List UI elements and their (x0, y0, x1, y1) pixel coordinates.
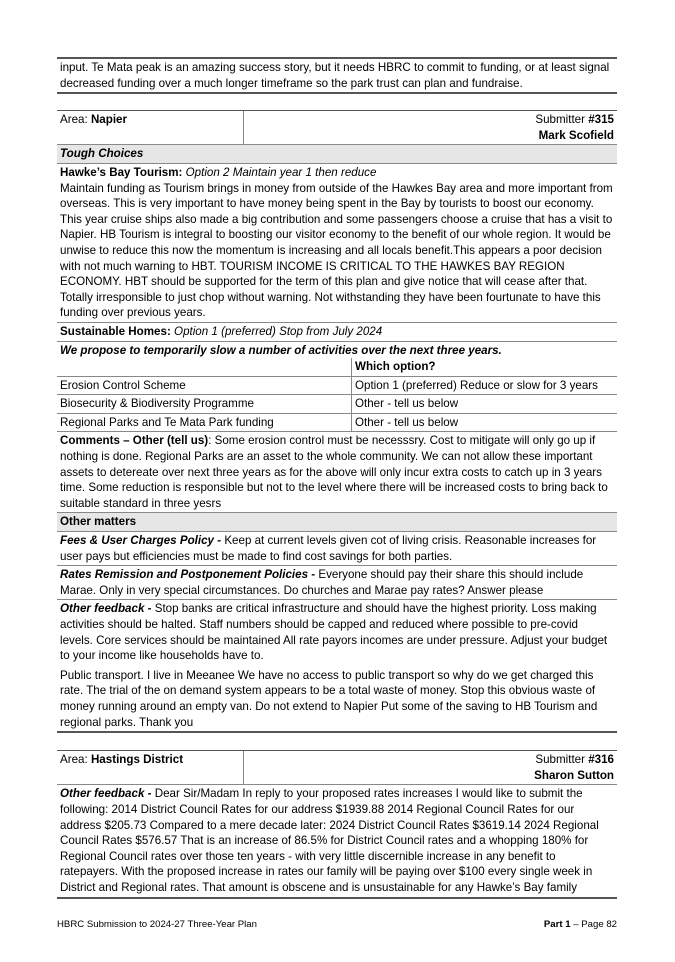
area-cell: Area: Hastings District (57, 751, 244, 784)
feedback-block (57, 785, 617, 896)
activity-name: Biosecurity & Biodiversity Programme (57, 395, 352, 413)
submission-316 (57, 750, 617, 898)
comments-text: : Some erosion control must be necesssry. Cost to mitigate will only go up if nothing is done. Regional Parks are an asset to the whole community. We can not allow these important assets to detereate over next three years as for the above will only incur extra costs to catch up in 3 years time. Some reduction is responsible but not to the level where there will be increased costs to bring back to suitable standard in three yesrs (60, 434, 608, 510)
homes-label: Sustainable Homes: (60, 324, 171, 338)
submitter-cell: Submitter #316 Sharon Sutton (244, 751, 617, 784)
activity-name: Regional Parks and Te Mata Park funding (57, 414, 352, 432)
footer-title: HBRC Submission to 2024-27 Three-Year Plan (57, 919, 257, 930)
feedback-text: Dear Sir/Madam In reply to your proposed rates increases I would like to submit the following: 2014 District Council Rates for our address $1939.88 2014 Regional Council Rates for our address $205.73 Compared to a mere decade later: 2024 District Council Rates $3619.14 2024 Regional Council Rates $576.57 That is an increase of 86.5% for District Council rates and a whopping 180% for Regional Council rates over those ten years - with very little discernible increase in any benefit to ratepayers. With the proposed increase in rates our family will be paying over $100 every single week in District and Regional rates. That amount is obscene and is unsustainable for any Hawke’s Bay family (60, 787, 599, 894)
feedback-text: Stop banks are critical infrastructure and should have the highest priority. Loss making activities should be halted. Staff numbers should be capped and reduced where possible to pre-covid levels. Core services should be maintained All rate payors incomes are under pressure. Adjust your budget to your income like households have to. (60, 602, 608, 663)
footer-page: Part 1 – Page 82 (543, 919, 617, 930)
area-value: Hastings District (90, 753, 184, 767)
fees-text: Keep at current levels given cot of living crisis. Reasonable increases for user pays but efficiencies must be made to find cost savings for both parties. (60, 534, 597, 563)
rates-label: Rates Remission and Postponement Policies - (60, 568, 316, 582)
slow-heading-block (57, 341, 617, 359)
tough-choices-heading: Tough Choices (57, 145, 617, 163)
fees-block (57, 531, 617, 565)
activity-row (57, 394, 617, 413)
comments-block (57, 431, 617, 512)
intro-paragraph: input. Te Mata peak is an amazing success story, but it needs HBRC to commit to funding, or at least signal decreased funding over a much longer timeframe so the park trust can plan and fundraise. (60, 61, 610, 90)
activity-option: Other - tell us below (355, 397, 459, 411)
activity-row (57, 376, 617, 395)
fees-label: Fees & User Charges Policy - (60, 534, 222, 548)
bottom-rule (57, 897, 617, 899)
activities-header-row (57, 358, 617, 376)
submitter-cell: Submitter #315 Mark Scofield (244, 111, 617, 144)
area-value: Napier (90, 113, 128, 127)
document-page (57, 57, 617, 899)
tourism-comment: Maintain funding as Tourism brings in money from outside of the Hawkes Bay area and more important from overseas. This is very important to have money being spent in the Bay by tourists to boost our economy. This year cruise ships also made a big contribution and some passengers choose a cruise that has a visit to Napier. HB Tourism is integral to boosting our visitor economy to the benefit of our whole region. It would be unwise to reduce this now the momentum is increasing and all locals benefit.This appears a poor decision with not much warning to HBT. TOURISM INCOME IS CRITICAL TO THE HAWKES BAY REGION ECONOMY. HBT should be supported for the term of this plan and give notice that will cease after that. Totally irresponsible to just chop without warning. Not withstanding they have been fourtunate to have this funding over previous years. (60, 181, 613, 320)
area-row (57, 110, 617, 145)
submitter-number: #315 (588, 113, 614, 127)
submitter-name: Mark Scofield (538, 128, 614, 142)
feedback-label: Other feedback - (60, 602, 152, 616)
rates-text: Everyone should pay their share this should include Marae. Only in very special circumstances. Do churches and Marae pay rates? Answer please (60, 568, 584, 597)
tourism-option: Option 2 Maintain year 1 then reduce (182, 165, 377, 179)
submitter-number: #316 (588, 753, 614, 767)
which-option-header: Which option? (355, 360, 436, 374)
rates-block (57, 565, 617, 599)
homes-option: Option 1 (preferred) Stop from July 2024 (170, 324, 383, 338)
activity-option: Option 1 (preferred) Reduce or slow for 3 years (355, 378, 598, 392)
submitter-name: Sharon Sutton (534, 768, 614, 782)
homes-block (57, 322, 617, 341)
activity-row (57, 413, 617, 432)
other-matters-heading: Other matters (57, 512, 617, 531)
activity-name: Erosion Control Scheme (57, 377, 352, 395)
submission-315 (57, 110, 617, 733)
feedback-text-2: Public transport. I live in Meeanee We have no access to public transport so why do we get charged this rate. The trial of the on demand system appears to be a total waste of money. Stop this obvious waste of money running around an empty van. Do not extend to Napier Put some of the saving to HB Tourism and regional parks. Thank you (60, 668, 598, 729)
feedback-block (57, 599, 617, 731)
area-cell: Area: Napier (57, 111, 244, 144)
comments-label: Comments – Other (tell us) (60, 434, 209, 448)
feedback-label: Other feedback - (60, 787, 152, 801)
page-footer (57, 917, 617, 933)
area-row (57, 750, 617, 785)
tourism-label: Hawke’s Bay Tourism: (60, 165, 183, 179)
tourism-block (57, 163, 617, 322)
slow-heading: We propose to temporarily slow a number of activities over the next three years. (60, 343, 502, 357)
activity-option: Other - tell us below (355, 415, 459, 429)
